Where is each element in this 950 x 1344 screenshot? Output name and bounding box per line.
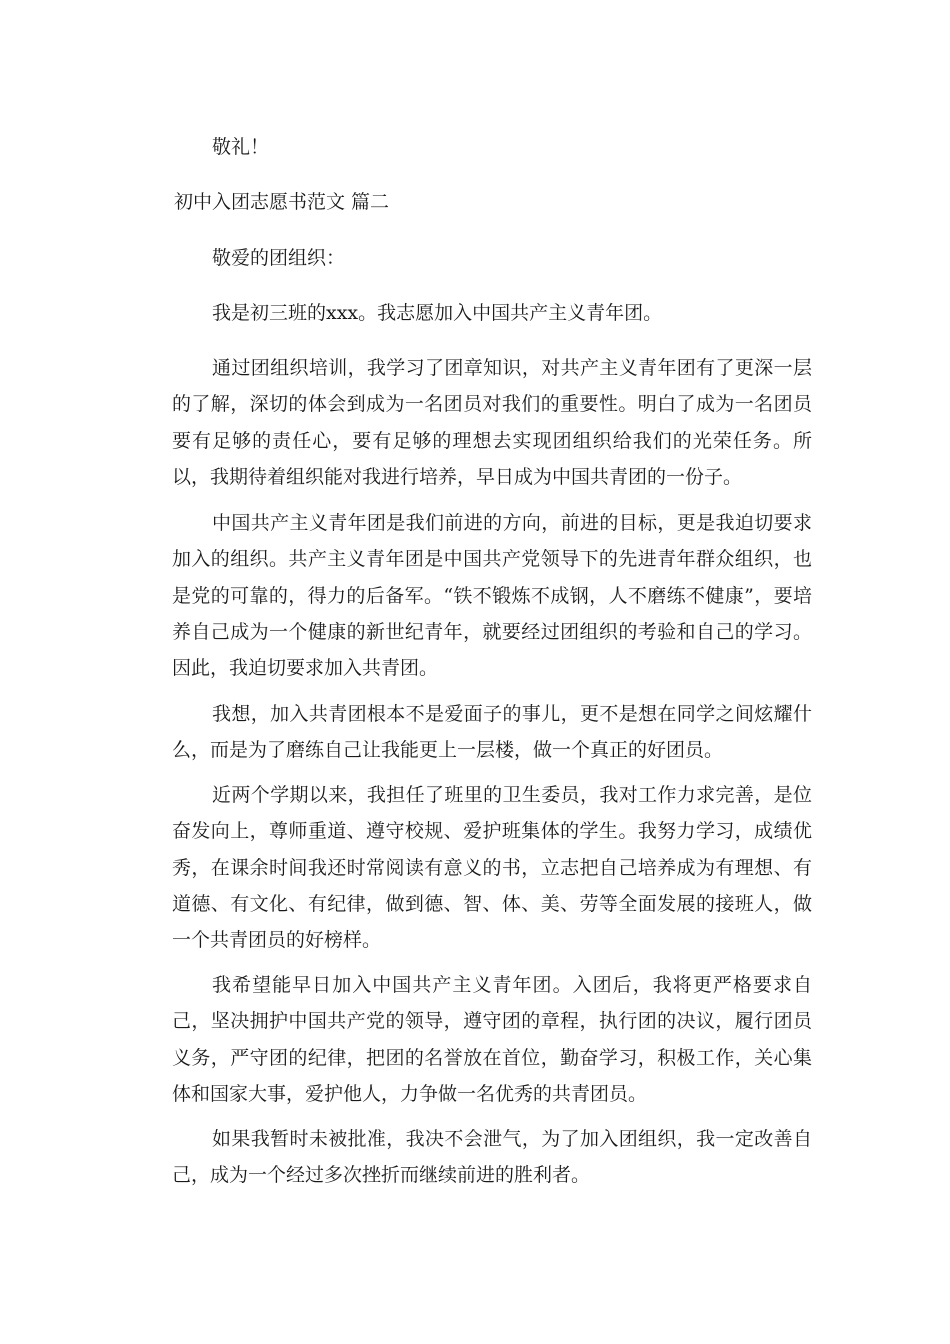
salute-text: 敬礼！ <box>212 136 270 158</box>
paragraph-6: 我希望能早日加入中国共产主义青年团。入团后，我将更严格要求自己，坚决拥护中国共产党的领导，遵守团的章程，执行团的决议，履行团员义务，严守团的纪律，把团的名誉放在首位，勤奋学习，积极工作，关心集体和国家大事，爱护他人，力争做一名优秀的共青团员。 <box>172 974 812 1105</box>
paragraph-2: 通过团组织培训，我学习了团章知识，对共产主义青年团有了更深一层的了解，深切的体会到成为一名团员对我们的重要性。明白了成为一名团员要有足够的责任心，要有足够的理想去实现团组织给我们的光荣任务。所以，我期待着组织能对我进行培养，早日成为中国共青团的一份子。 <box>172 357 812 488</box>
paragraph-1: 我是初三班的xxx。我志愿加入中国共产主义青年团。 <box>212 302 663 324</box>
greeting-text: 敬爱的团组织： <box>212 247 346 269</box>
paragraph-4: 我想，加入共青团根本不是爱面子的事儿，更不是想在同学之间炫耀什么，而是为了磨练自己让我能更上一层楼，做一个真正的好团员。 <box>172 703 812 762</box>
paragraph-7: 如果我暂时未被批准，我决不会泄气，为了加入团组织，我一定改善自己，成为一个经过多次挫折而继续前进的胜利者。 <box>172 1128 812 1187</box>
paragraph-3: 中国共产主义青年团是我们前进的方向，前进的目标，更是我迫切要求加入的组织。共产主义青年团是中国共产党领导下的先进青年群众组织，也是党的可靠的，得力的后备军。“铁不锻炼不成钢，人不磨练不健康”，要培养自己成为一个健康的新世纪青年，就要经过团组织的考验和自己的学习。因此，我迫切要求加入共青团。 <box>172 512 812 680</box>
paragraph-5: 近两个学期以来，我担任了班里的卫生委员，我对工作力求完善，是位奋发向上，尊师重道、遵守校规、爱护班集体的学生。我努力学习，成绩优秀，在课余时间我还时常阅读有意义的书，立志把自己培养成为有理想、有道德、有文化、有纪律，做到德、智、体、美、劳等全面发展的接班人，做一个共青团员的好榜样。 <box>172 784 812 952</box>
section-title: 初中入团志愿书范文 篇二 <box>174 191 390 213</box>
